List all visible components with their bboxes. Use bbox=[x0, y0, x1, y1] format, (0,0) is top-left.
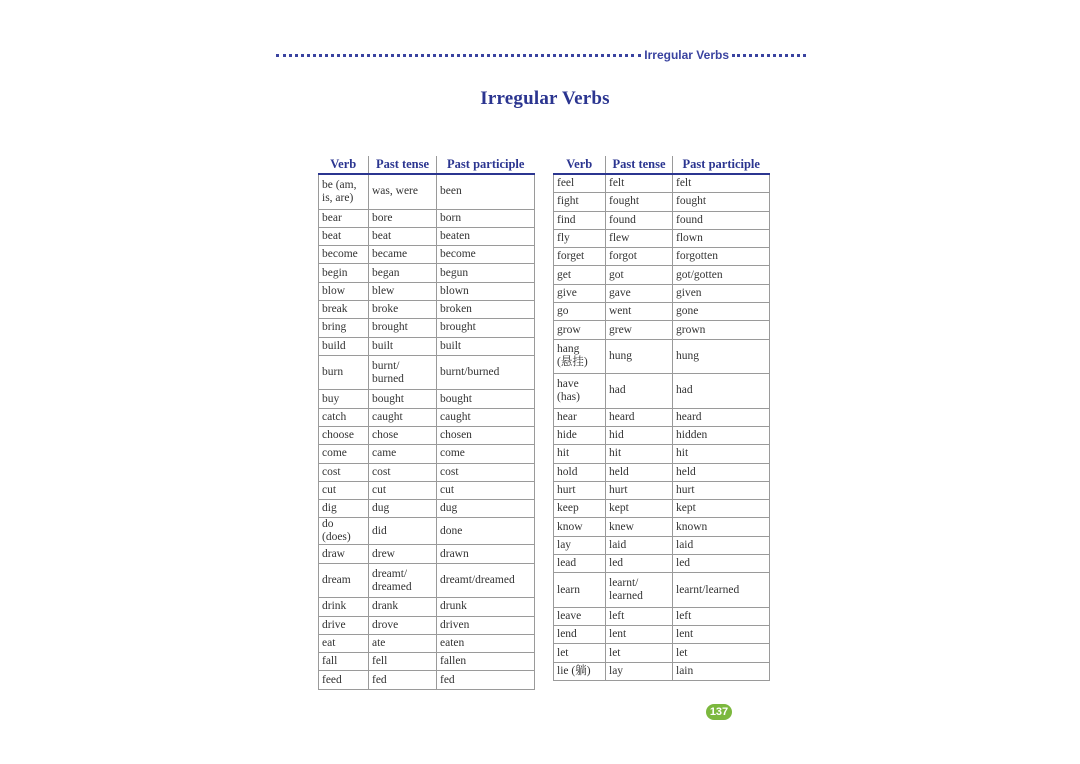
table-row bbox=[554, 174, 770, 193]
past-tense-cell: ate bbox=[369, 634, 437, 652]
verb-cell: build bbox=[319, 337, 369, 355]
past-participle-cell: become bbox=[437, 246, 535, 264]
verb-cell: drive bbox=[319, 616, 369, 634]
past-participle-cell: built bbox=[437, 337, 535, 355]
verb-cell: catch bbox=[319, 408, 369, 426]
verb-cell: grow bbox=[554, 321, 606, 339]
past-participle-cell: given bbox=[673, 284, 770, 302]
table-row bbox=[554, 555, 770, 573]
verb-cell: hold bbox=[554, 463, 606, 481]
table-row bbox=[319, 598, 535, 616]
past-tense-cell: hit bbox=[606, 445, 673, 463]
column-header-past-tense: Past tense bbox=[606, 156, 673, 174]
table-row bbox=[554, 229, 770, 247]
past-tense-cell: drank bbox=[369, 598, 437, 616]
past-tense-cell: flew bbox=[606, 229, 673, 247]
verb-cell: fall bbox=[319, 653, 369, 671]
verb-cell: bring bbox=[319, 319, 369, 337]
past-participle-cell: dreamt/dreamed bbox=[437, 563, 535, 598]
past-participle-cell: dug bbox=[437, 500, 535, 518]
verb-cell: feel bbox=[554, 174, 606, 193]
past-participle-cell: cost bbox=[437, 463, 535, 481]
past-participle-cell: been bbox=[437, 174, 535, 209]
verb-cell: come bbox=[319, 445, 369, 463]
past-tense-cell: chose bbox=[369, 426, 437, 444]
table-row bbox=[319, 390, 535, 408]
table-header-row bbox=[319, 156, 535, 174]
past-tense-cell: cut bbox=[369, 481, 437, 499]
verb-cell: hang (悬挂) bbox=[554, 339, 606, 374]
table-row bbox=[554, 445, 770, 463]
table-row bbox=[554, 607, 770, 625]
table-row bbox=[554, 518, 770, 536]
verb-cell: cut bbox=[319, 481, 369, 499]
past-tense-cell: let bbox=[606, 644, 673, 662]
verb-cell: beat bbox=[319, 227, 369, 245]
table-row bbox=[554, 321, 770, 339]
past-participle-cell: fallen bbox=[437, 653, 535, 671]
table-row bbox=[554, 408, 770, 426]
table-row bbox=[554, 426, 770, 444]
past-participle-cell: learnt/learned bbox=[673, 573, 770, 608]
verb-cell: blow bbox=[319, 282, 369, 300]
past-participle-cell: got/gotten bbox=[673, 266, 770, 284]
past-tense-cell: dreamt/ dreamed bbox=[369, 563, 437, 598]
column-header-past-participle: Past participle bbox=[673, 156, 770, 174]
past-participle-cell: hurt bbox=[673, 481, 770, 499]
past-tense-cell: caught bbox=[369, 408, 437, 426]
past-tense-cell: led bbox=[606, 555, 673, 573]
past-tense-cell: got bbox=[606, 266, 673, 284]
running-header-title: Irregular Verbs bbox=[644, 48, 729, 62]
table-row bbox=[319, 481, 535, 499]
table-row bbox=[319, 337, 535, 355]
past-participle-cell: kept bbox=[673, 500, 770, 518]
past-tense-cell: learnt/ learned bbox=[606, 573, 673, 608]
past-participle-cell: eaten bbox=[437, 634, 535, 652]
table-row bbox=[554, 463, 770, 481]
verb-cell: hit bbox=[554, 445, 606, 463]
past-participle-cell: caught bbox=[437, 408, 535, 426]
past-tense-cell: left bbox=[606, 607, 673, 625]
past-participle-cell: drunk bbox=[437, 598, 535, 616]
table-row bbox=[319, 616, 535, 634]
table-row bbox=[319, 545, 535, 563]
past-participle-cell: chosen bbox=[437, 426, 535, 444]
table-row bbox=[319, 445, 535, 463]
past-participle-cell: drawn bbox=[437, 545, 535, 563]
past-tense-cell: dug bbox=[369, 500, 437, 518]
past-tense-cell: brought bbox=[369, 319, 437, 337]
past-participle-cell: done bbox=[437, 518, 535, 545]
verb-cell: hurt bbox=[554, 481, 606, 499]
past-participle-cell: left bbox=[673, 607, 770, 625]
table-row bbox=[319, 518, 535, 545]
table-row bbox=[319, 300, 535, 318]
column-header-past-participle: Past participle bbox=[437, 156, 535, 174]
verb-cell: eat bbox=[319, 634, 369, 652]
past-tense-cell: drew bbox=[369, 545, 437, 563]
running-header bbox=[276, 47, 806, 63]
table-row bbox=[319, 671, 535, 689]
past-participle-cell: driven bbox=[437, 616, 535, 634]
table-row bbox=[554, 266, 770, 284]
table-row bbox=[319, 426, 535, 444]
table-row bbox=[554, 193, 770, 211]
past-participle-cell: beaten bbox=[437, 227, 535, 245]
past-participle-cell: known bbox=[673, 518, 770, 536]
past-participle-cell: felt bbox=[673, 174, 770, 193]
table-row bbox=[319, 174, 535, 209]
past-participle-cell: held bbox=[673, 463, 770, 481]
past-tense-cell: lent bbox=[606, 626, 673, 644]
page-number-badge: 137 bbox=[706, 704, 732, 720]
past-tense-cell: laid bbox=[606, 536, 673, 554]
verb-cell: leave bbox=[554, 607, 606, 625]
past-participle-cell: broken bbox=[437, 300, 535, 318]
past-tense-cell: came bbox=[369, 445, 437, 463]
past-participle-cell: laid bbox=[673, 536, 770, 554]
past-participle-cell: gone bbox=[673, 303, 770, 321]
verb-cell: get bbox=[554, 266, 606, 284]
past-tense-cell: hung bbox=[606, 339, 673, 374]
past-participle-cell: born bbox=[437, 209, 535, 227]
table-row bbox=[554, 339, 770, 374]
table-row bbox=[319, 653, 535, 671]
verb-cell: keep bbox=[554, 500, 606, 518]
past-tense-cell: cost bbox=[369, 463, 437, 481]
verb-cell: hide bbox=[554, 426, 606, 444]
table-row bbox=[554, 536, 770, 554]
table-row bbox=[319, 463, 535, 481]
past-tense-cell: went bbox=[606, 303, 673, 321]
table-row bbox=[554, 626, 770, 644]
table-row bbox=[554, 662, 770, 680]
verb-cell: choose bbox=[319, 426, 369, 444]
past-participle-cell: forgotten bbox=[673, 248, 770, 266]
table-row bbox=[319, 563, 535, 598]
past-tense-cell: had bbox=[606, 374, 673, 409]
table-row bbox=[319, 246, 535, 264]
past-tense-cell: kept bbox=[606, 500, 673, 518]
past-participle-cell: flown bbox=[673, 229, 770, 247]
table-row bbox=[554, 211, 770, 229]
table-row bbox=[554, 374, 770, 409]
dotted-rule-right bbox=[732, 54, 806, 57]
verb-cell: lead bbox=[554, 555, 606, 573]
table-header-row bbox=[554, 156, 770, 174]
past-participle-cell: hit bbox=[673, 445, 770, 463]
verb-cell: give bbox=[554, 284, 606, 302]
table-row bbox=[554, 644, 770, 662]
past-participle-cell: bought bbox=[437, 390, 535, 408]
verb-cell: fight bbox=[554, 193, 606, 211]
past-tense-cell: beat bbox=[369, 227, 437, 245]
table-row bbox=[554, 248, 770, 266]
table-row bbox=[319, 408, 535, 426]
verb-cell: find bbox=[554, 211, 606, 229]
verbs-table-left bbox=[318, 156, 535, 690]
column-header-past-tense: Past tense bbox=[369, 156, 437, 174]
table-row bbox=[319, 355, 535, 390]
past-tense-cell: hurt bbox=[606, 481, 673, 499]
verb-cell: go bbox=[554, 303, 606, 321]
past-tense-cell: burnt/ burned bbox=[369, 355, 437, 390]
verb-cell: know bbox=[554, 518, 606, 536]
verb-cell: do (does) bbox=[319, 518, 369, 545]
past-tense-cell: blew bbox=[369, 282, 437, 300]
past-tense-cell: grew bbox=[606, 321, 673, 339]
past-tense-cell: gave bbox=[606, 284, 673, 302]
column-header-verb: Verb bbox=[554, 156, 606, 174]
verb-cell: feed bbox=[319, 671, 369, 689]
past-tense-cell: began bbox=[369, 264, 437, 282]
verb-cell: have (has) bbox=[554, 374, 606, 409]
verb-cell: bear bbox=[319, 209, 369, 227]
table-row bbox=[319, 227, 535, 245]
verb-cell: lie (躺) bbox=[554, 662, 606, 680]
table-row bbox=[554, 481, 770, 499]
past-tense-cell: bore bbox=[369, 209, 437, 227]
verb-cell: burn bbox=[319, 355, 369, 390]
verbs-table-right bbox=[553, 156, 770, 681]
past-tense-cell: hid bbox=[606, 426, 673, 444]
past-participle-cell: cut bbox=[437, 481, 535, 499]
verb-cell: fly bbox=[554, 229, 606, 247]
page-title: Irregular Verbs bbox=[480, 88, 610, 109]
past-participle-cell: lent bbox=[673, 626, 770, 644]
verb-cell: begin bbox=[319, 264, 369, 282]
past-participle-cell: begun bbox=[437, 264, 535, 282]
past-participle-cell: found bbox=[673, 211, 770, 229]
past-tense-cell: fell bbox=[369, 653, 437, 671]
past-participle-cell: had bbox=[673, 374, 770, 409]
table-row bbox=[319, 634, 535, 652]
verb-cell: dream bbox=[319, 563, 369, 598]
past-tense-cell: became bbox=[369, 246, 437, 264]
table-row bbox=[319, 319, 535, 337]
past-participle-cell: led bbox=[673, 555, 770, 573]
table-row bbox=[319, 264, 535, 282]
table-row bbox=[554, 284, 770, 302]
column-header-verb: Verb bbox=[319, 156, 369, 174]
past-tense-cell: did bbox=[369, 518, 437, 545]
table-row bbox=[554, 303, 770, 321]
verb-cell: be (am, is, are) bbox=[319, 174, 369, 209]
verb-cell: forget bbox=[554, 248, 606, 266]
table-row bbox=[554, 500, 770, 518]
verb-cell: draw bbox=[319, 545, 369, 563]
past-participle-cell: let bbox=[673, 644, 770, 662]
verb-cell: lend bbox=[554, 626, 606, 644]
past-participle-cell: lain bbox=[673, 662, 770, 680]
dotted-rule-left bbox=[276, 54, 641, 57]
past-participle-cell: fed bbox=[437, 671, 535, 689]
table-row bbox=[319, 209, 535, 227]
verb-cell: learn bbox=[554, 573, 606, 608]
verb-cell: cost bbox=[319, 463, 369, 481]
past-participle-cell: burnt/burned bbox=[437, 355, 535, 390]
verb-cell: dig bbox=[319, 500, 369, 518]
past-participle-cell: hidden bbox=[673, 426, 770, 444]
past-tense-cell: fought bbox=[606, 193, 673, 211]
past-tense-cell: knew bbox=[606, 518, 673, 536]
past-participle-cell: heard bbox=[673, 408, 770, 426]
table-row bbox=[554, 573, 770, 608]
past-tense-cell: was, were bbox=[369, 174, 437, 209]
verb-cell: let bbox=[554, 644, 606, 662]
past-participle-cell: blown bbox=[437, 282, 535, 300]
past-tense-cell: drove bbox=[369, 616, 437, 634]
past-participle-cell: fought bbox=[673, 193, 770, 211]
verb-cell: break bbox=[319, 300, 369, 318]
table-row bbox=[319, 282, 535, 300]
past-tense-cell: found bbox=[606, 211, 673, 229]
past-tense-cell: heard bbox=[606, 408, 673, 426]
past-tense-cell: fed bbox=[369, 671, 437, 689]
past-participle-cell: hung bbox=[673, 339, 770, 374]
past-tense-cell: built bbox=[369, 337, 437, 355]
past-tense-cell: lay bbox=[606, 662, 673, 680]
past-tense-cell: held bbox=[606, 463, 673, 481]
verb-cell: become bbox=[319, 246, 369, 264]
past-tense-cell: felt bbox=[606, 174, 673, 193]
past-tense-cell: bought bbox=[369, 390, 437, 408]
table-row bbox=[319, 500, 535, 518]
verb-cell: lay bbox=[554, 536, 606, 554]
past-participle-cell: come bbox=[437, 445, 535, 463]
past-participle-cell: brought bbox=[437, 319, 535, 337]
verb-cell: drink bbox=[319, 598, 369, 616]
past-tense-cell: broke bbox=[369, 300, 437, 318]
verb-cell: hear bbox=[554, 408, 606, 426]
past-participle-cell: grown bbox=[673, 321, 770, 339]
past-tense-cell: forgot bbox=[606, 248, 673, 266]
verb-cell: buy bbox=[319, 390, 369, 408]
